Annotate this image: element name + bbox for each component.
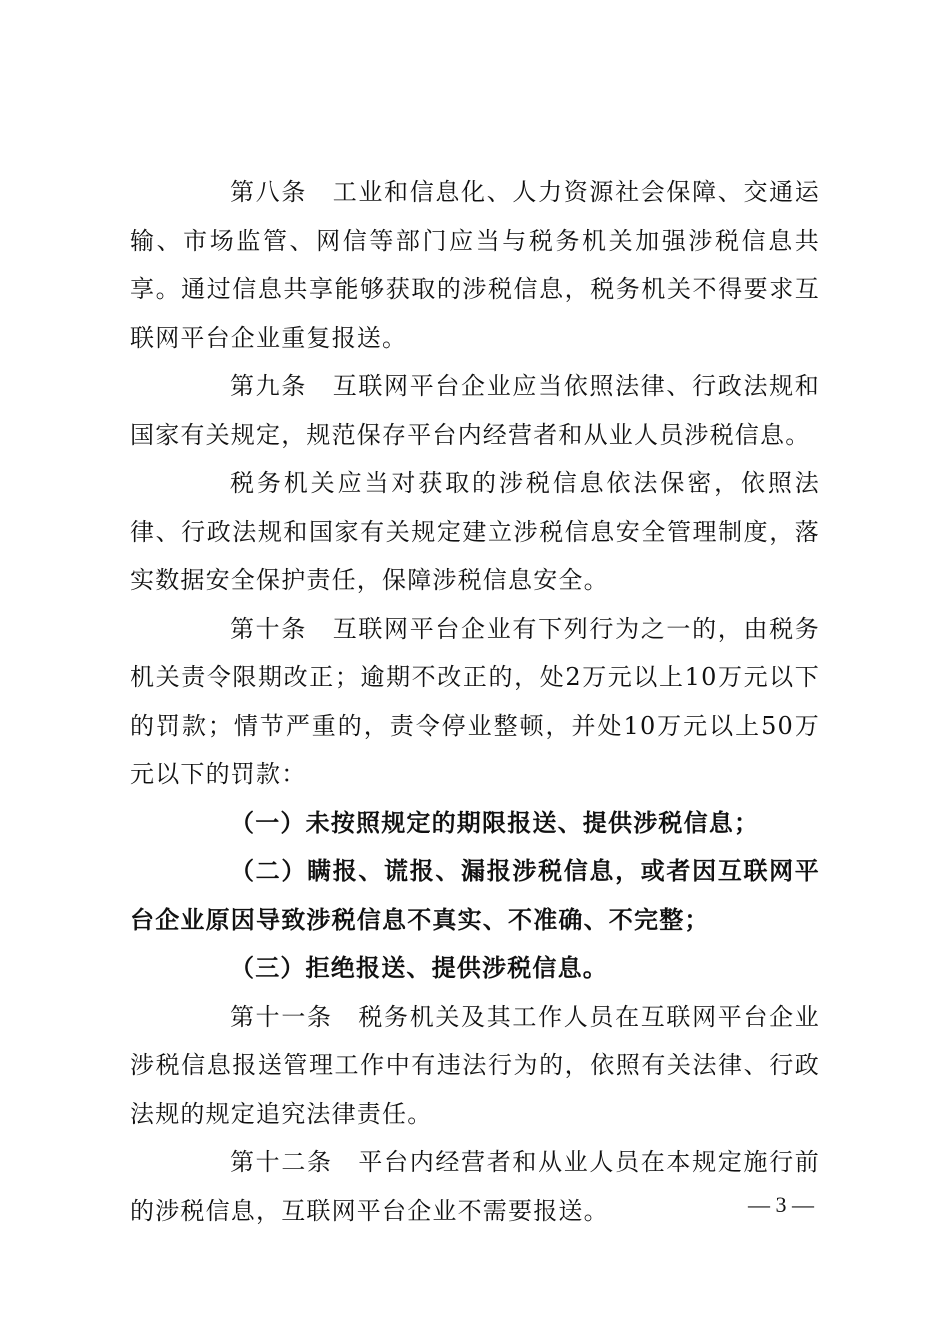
article-10-paragraph: 第十条 互联网平台企业有下列行为之一的，由税务机关责令限期改正；逾期不改正的，处2万元以上10万元以下的罚款；情节严重的，责令停业整顿，并处10万元以上50万元以下的罚款： — [130, 614, 820, 788]
article-10-item-3: （三）拒绝报送、提供涉税信息。 — [230, 953, 608, 982]
document-body — [130, 168, 820, 1235]
article-10-item-2: （二）瞒报、谎报、漏报涉税信息，或者因互联网平台企业原因导致涉税信息不真实、不准确、不完整； — [130, 856, 820, 934]
article-9-paragraph: 第九条 互联网平台企业应当依照法律、行政法规和国家有关规定，规范保存平台内经营者和从业人员涉税信息。 — [130, 372, 820, 449]
article-12-paragraph: 第十二条 平台内经营者和从业人员在本规定施行前的涉税信息，互联网平台企业不需要报送。 — [130, 1148, 820, 1225]
page-number: — 3 — — [748, 1192, 814, 1217]
article-9-second-paragraph: 税务机关应当对获取的涉税信息依法保密，依照法律、行政法规和国家有关规定建立涉税信息安全管理制度，落实数据安全保护责任，保障涉税信息安全。 — [130, 469, 820, 594]
article-11-paragraph: 第十一条 税务机关及其工作人员在互联网平台企业涉税信息报送管理工作中有违法行为的，依照有关法律、行政法规的规定追究法律责任。 — [130, 1002, 820, 1128]
article-10-item-1: （一）未按照规定的期限报送、提供涉税信息； — [230, 807, 760, 837]
article-8-paragraph: 第八条 工业和信息化、人力资源社会保障、交通运输、市场监管、网信等部门应当与税务机关加强涉税信息共享。通过信息共享能够获取的涉税信息，税务机关不得要求互联网平台企业重复报送。 — [130, 178, 820, 352]
